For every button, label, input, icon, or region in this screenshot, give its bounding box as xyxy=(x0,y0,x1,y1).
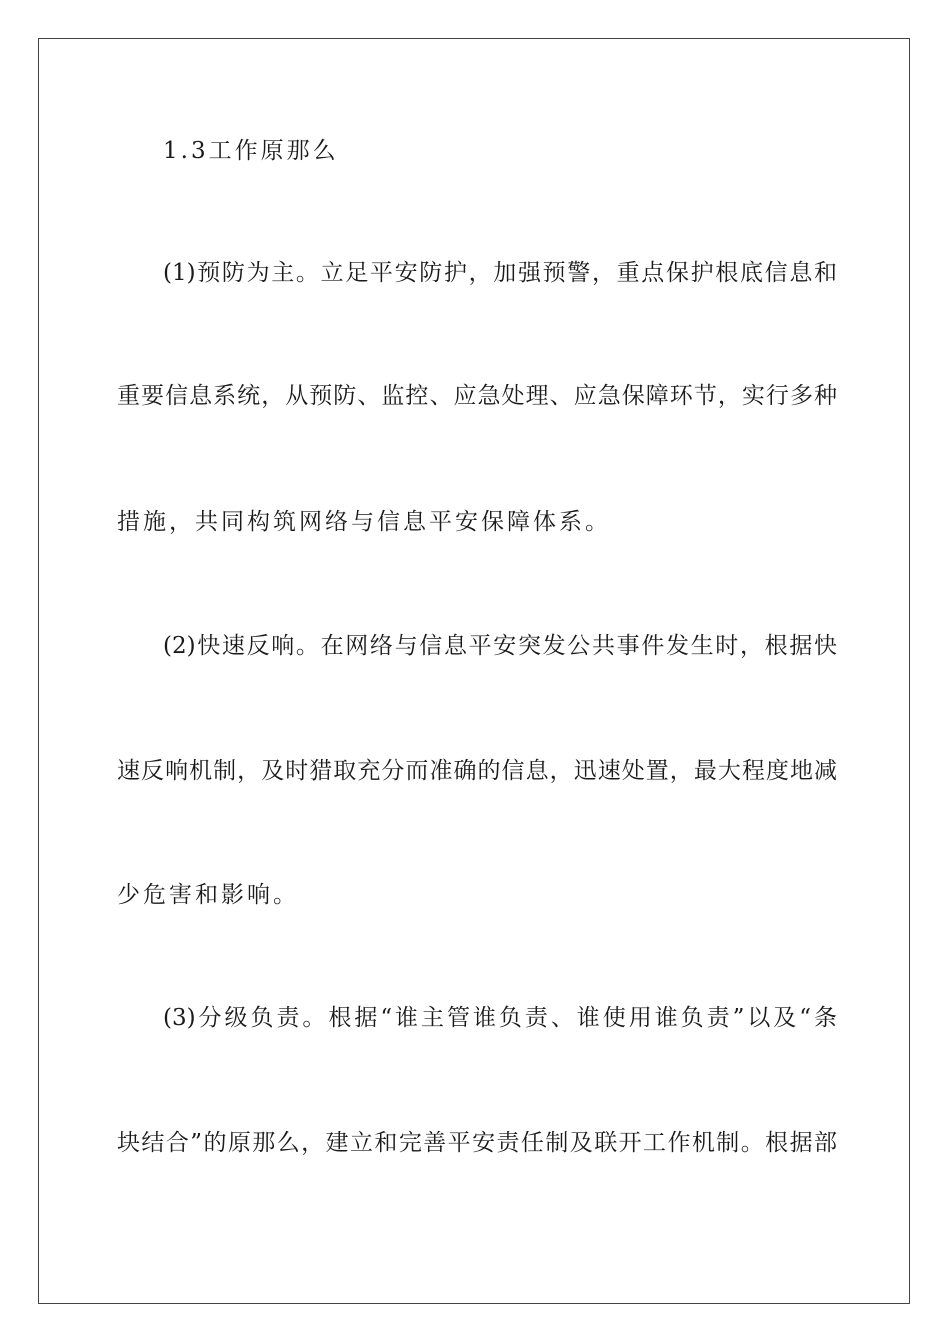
page-frame xyxy=(38,38,910,1304)
paragraph-2-line-2: 速反响机制，及时猎取充分而准确的信息，迅速处置，最大程度地减 xyxy=(117,758,837,784)
paragraph-1-line-1: (1)预防为主。立足平安防护，加强预警，重点保护根底信息和 xyxy=(163,260,837,286)
paragraph-1-line-3: 措施，共同构筑网络与信息平安保障体系。 xyxy=(117,509,611,535)
section-heading: 1.3工作原那么 xyxy=(163,138,339,164)
paragraph-3-line-2: 块结合”的原那么，建立和完善平安责任制及联开工作机制。根据部 xyxy=(117,1130,837,1156)
paragraph-2-line-3: 少危害和影响。 xyxy=(117,882,299,908)
paragraph-2-line-1: (2)快速反响。在网络与信息平安突发公共事件发生时，根据快 xyxy=(163,633,837,659)
paragraph-3-line-1: (3)分级负责。根据“谁主管谁负责、谁使用谁负责”以及“条 xyxy=(163,1005,837,1031)
paragraph-1-line-2: 重要信息系统，从预防、监控、应急处理、应急保障环节，实行多种 xyxy=(117,383,837,409)
